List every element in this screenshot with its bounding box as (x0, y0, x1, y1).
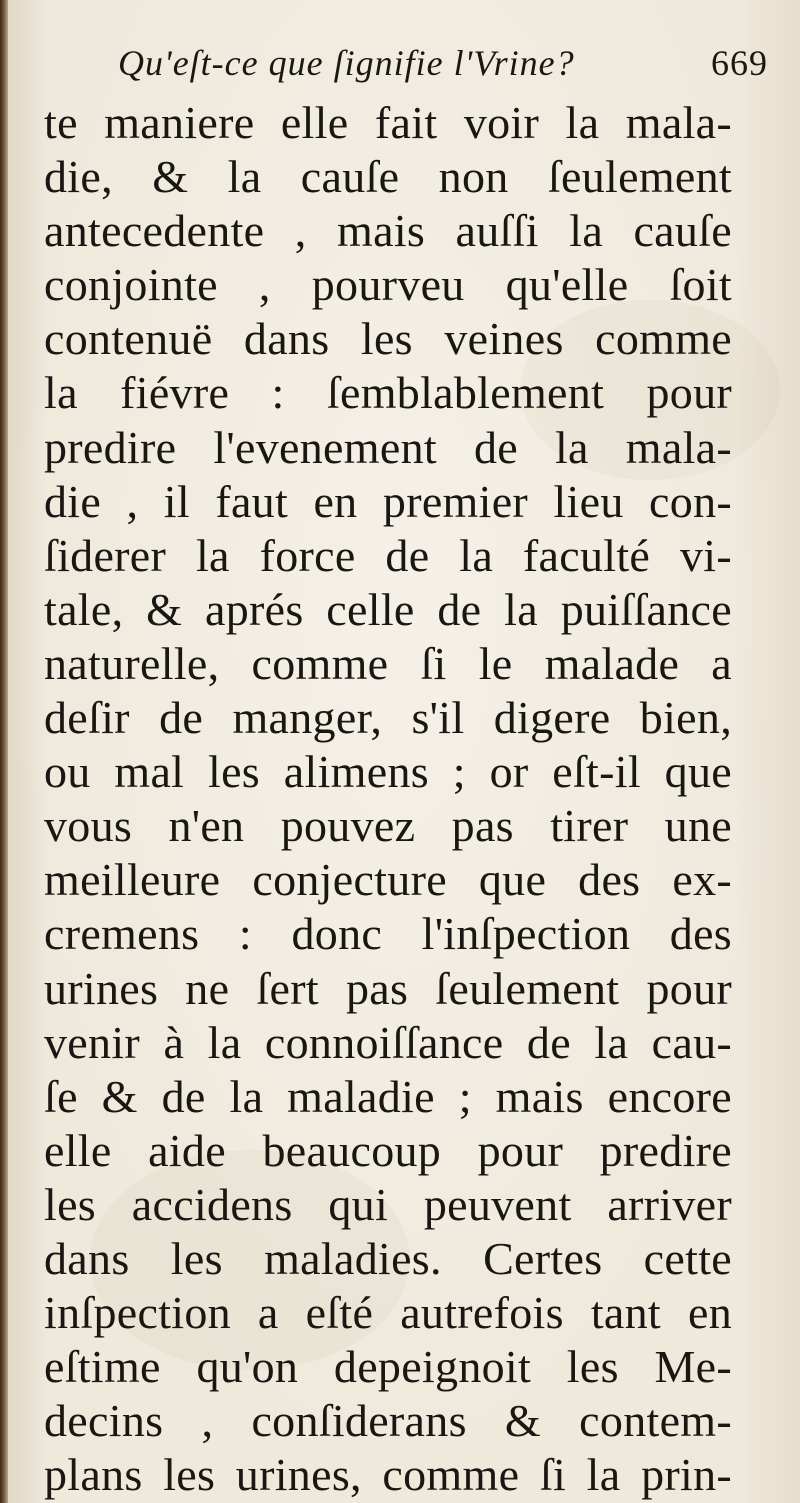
text-line: cremens : donc l'inſpection des (44, 908, 732, 960)
text-line: antecedente , mais auſſi la cauſe (44, 205, 732, 257)
text-line: decins , conſiderans & contem- (44, 1395, 732, 1447)
text-line: elle aide beaucoup pour predire (44, 1124, 732, 1176)
text-line: les accidens qui peuvent arriver (44, 1178, 732, 1230)
text-line: tale, & aprés celle de la puiſſance (44, 583, 732, 635)
text-line: deſir de manger, s'il digere bien, (44, 692, 732, 744)
text-line: dans les maladies. Certes cette (44, 1232, 732, 1284)
text-line: ſiderer la force de la faculté vi- (44, 529, 732, 581)
text-line: te maniere elle fait voir la mala- (44, 97, 732, 148)
text-line: contenuë dans les veines comme (44, 313, 732, 365)
text-line: vous n'en pouvez pas tirer une (44, 800, 732, 852)
text-line: eſtime qu'on depeignoit les Me- (44, 1341, 732, 1393)
body-text (44, 96, 732, 1502)
running-head (118, 38, 768, 98)
text-line: conjointe , pourveu qu'elle ſoit (44, 259, 732, 311)
text-line: ou mal les alimens ; or eſt-il que (44, 746, 732, 798)
text-line: naturelle, comme ſi le malade a (44, 637, 732, 689)
running-head-title: Qu'eſt-ce que ſignifie l'Vrine? (118, 43, 575, 83)
text-line: predire l'evenement de la mala- (44, 421, 732, 473)
text-line: meilleure conjecture que des ex- (44, 854, 732, 906)
text-line: die, & la cauſe non ſeulement (44, 151, 732, 203)
text-line: la fiévre : ſemblablement pour (44, 367, 732, 419)
text-line: die , il faut en premier lieu con- (44, 475, 732, 527)
text-line: inſpection a eſté autrefois tant en (44, 1287, 732, 1339)
text-line: venir à la connoiſſance de la cau- (44, 1016, 732, 1068)
text-line: urines ne ſert pas ſeulement pour (44, 962, 732, 1014)
text-line: plans les urines, comme ſi la prin- (44, 1449, 732, 1501)
page-number: 669 (711, 43, 768, 83)
text-line: ſe & de la maladie ; mais encore (44, 1070, 732, 1122)
page-binding-edge (0, 0, 8, 1503)
